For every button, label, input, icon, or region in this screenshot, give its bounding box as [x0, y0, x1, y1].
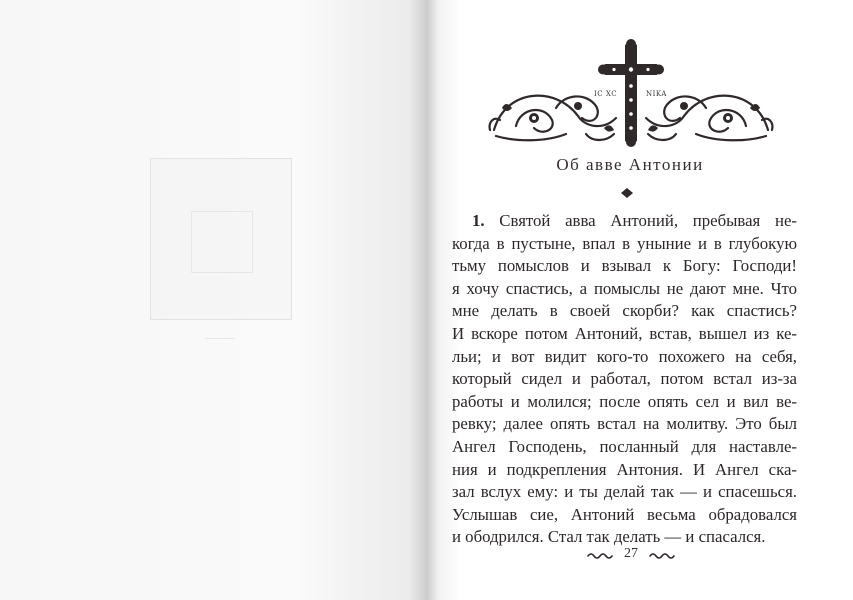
text-line: И вскоре потом Антоний, встав, вышел из ке- [452, 323, 797, 343]
chapter-title: Об авве Антонии [556, 155, 704, 174]
page-footer [586, 546, 676, 566]
bleed-through-frame [150, 158, 292, 320]
text-line: зал вслух ему: и ты делай так — и спасешься. [452, 482, 797, 502]
left-flourish-icon [586, 551, 614, 561]
paragraph-1 [452, 210, 797, 549]
page-number: 27 [624, 546, 638, 561]
text-line: ревку; далее опять встал на молитву. Это был [452, 414, 797, 434]
text-line: мне делать в своей скорби? как спастись? [452, 301, 797, 321]
bleed-through-ornament [205, 326, 235, 339]
text-line: я хочу спастись, а помыслы не дают мне. Что [452, 278, 797, 298]
headpiece-ornament [486, 38, 776, 158]
text-line: работы и молился; после опять сел и вил ве- [452, 391, 797, 411]
right-flourish-icon [648, 551, 676, 561]
cross-ornament-icon [486, 38, 776, 158]
text-line: когда в пустыне, впал в уныние и в глубокую [452, 233, 797, 253]
cross-label-right: NIKA [646, 90, 667, 98]
text-line: ния и подкрепления Антония. И Ангел ска- [452, 459, 797, 479]
text-line: тьму помыслов и взывал к Богу: Господи! [452, 256, 797, 276]
text-line: 1. Святой авва Антоний, пребывая не- [472, 211, 797, 230]
text-line: Услышав сие, Антоний весьма обрадовался [452, 504, 797, 524]
text-line: льи; и вот видит кого-то похожего на себя, [452, 346, 797, 366]
paragraph-number: 1. [472, 211, 485, 230]
diamond-divider-icon [621, 188, 633, 198]
bleed-through-initial [191, 211, 253, 273]
text-line: и ободрился. Стал так делать — и спасался. [452, 527, 766, 547]
text-line: который сидел и работал, потом встал из-за [452, 369, 797, 389]
text-line: Ангел Господень, посланный для наставле- [452, 436, 797, 456]
left-page [0, 0, 426, 600]
cross-label-left: IC XC [594, 90, 618, 98]
